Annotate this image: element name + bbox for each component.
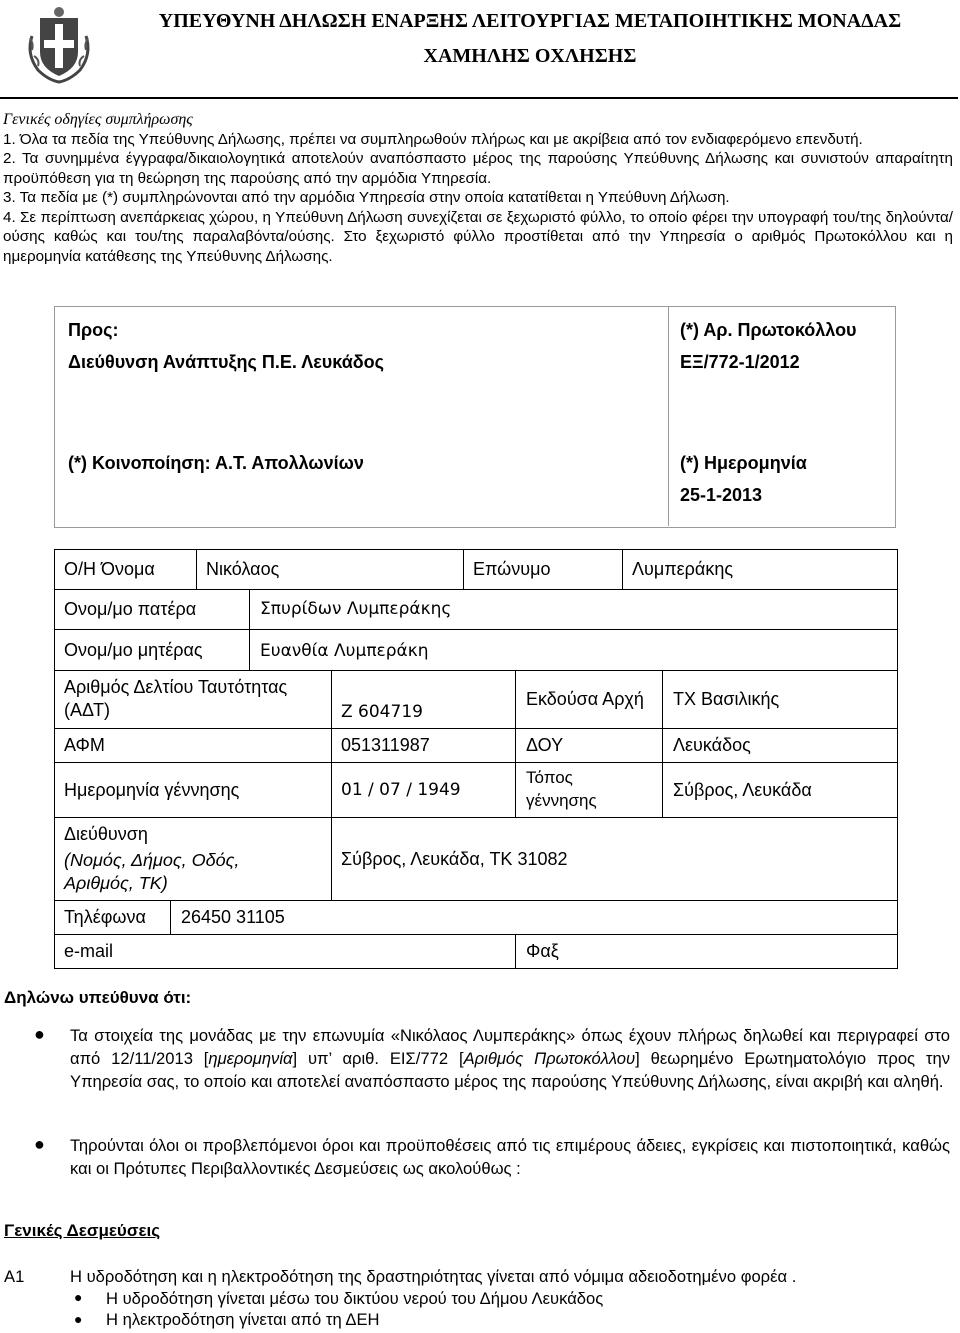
bullet-icon: ● xyxy=(34,1024,45,1044)
date-label: (*) Ημερομηνία xyxy=(680,453,807,473)
id-number-label-line1: Αριθμός Δελτίου Ταυτότητας xyxy=(64,677,288,697)
email-label: e-mail xyxy=(64,941,114,961)
date-value: 25-1-2013 xyxy=(680,485,763,505)
address-value: Σύβρος, Λευκάδα, ΤΚ 31082 xyxy=(341,849,568,869)
commitment-sub-2: Η ηλεκτροδότηση γίνεται από τη ΔΕΗ xyxy=(106,1310,380,1329)
instructions xyxy=(3,110,953,266)
declaration-bullet-2: Τηρούνται όλοι οι προβλεπόμενοι όροι και προϋποθέσεις από τις επιμέρους άδειες, εγκρίσεις και πιστοποιητικά, καθώς και οι Πρότυπες Περιβαλλοντικές Δεσμεύσεις ως ακολούθως : xyxy=(70,1136,950,1178)
instructions-heading: Γενικές οδηγίες συμπλήρωσης xyxy=(3,111,193,128)
declaration-heading: Δηλώνω υπεύθυνα ότι: xyxy=(4,988,192,1007)
greek-coat-of-arms-icon xyxy=(22,4,96,84)
bullet-icon: ● xyxy=(74,1311,83,1327)
recipient-box-divider xyxy=(668,306,669,526)
afm-label: ΑΦΜ xyxy=(64,735,105,755)
declaration-text: ] θεωρημένο Ερωτηματολόγιο προς την Υπηρεσία σας, το οποίο και αποτελεί αναπόσπαστο μέρος της παρούσης Υπεύθυνης Δήλωσης, είναι ακριβή και αληθή. xyxy=(70,1049,950,1091)
bullet-icon: ● xyxy=(74,1289,83,1305)
address-hint-line2: Αριθμός, ΤΚ) xyxy=(64,873,168,893)
father-name-label: Ονομ/μο πατέρα xyxy=(64,599,197,619)
doy-label: ΔΟΥ xyxy=(526,735,564,755)
address-label: Διεύθυνση xyxy=(64,824,148,844)
issuer-label: Εκδούσα Αρχή xyxy=(526,689,644,709)
id-number-label-line2: (ΑΔΤ) xyxy=(64,700,110,720)
header-divider xyxy=(0,97,958,99)
afm-value: 051311987 xyxy=(341,735,430,755)
instruction-item-2: 2. Τα συνημμένα έγγραφα/δικαιολογητικά αποτελούν αναπόσπαστο μέρος της παρούσης Υπεύθυνης Δήλωσης και συνιστούν απαραίτητη προϋπόθεση για τη θεώρηση της παρούσης από την αρμόδια Υπηρεσία. xyxy=(3,150,953,187)
to-value: Διεύθυνση Ανάπτυξης Π.Ε. Λευκάδος xyxy=(68,352,385,372)
surname-label: Επώνυμο xyxy=(473,559,551,579)
notify-label: (*) Κοινοποίηση: Α.Τ. Απολλωνίων xyxy=(68,453,364,473)
mother-name-label: Ονομ/μο μητέρας xyxy=(64,640,203,660)
declaration-text: Τα στοιχεία της μονάδας με την επωνυμία «Νικόλαος Λυμπεράκης» όπως έχουν πλήρως δηλωθεί και περιγραφεί στο από 12/11/2013 [ xyxy=(70,1026,950,1068)
instruction-item-1: 1. Όλα τα πεδία της Υπεύθυνης Δήλωσης, πρέπει να συμπληρωθούν πλήρως και με ακρίβεια από τον ενδιαφερόμενο επενδυτή. xyxy=(3,130,863,148)
surname-value: Λυμπεράκης xyxy=(632,559,734,579)
id-number-value: Ζ 604719 xyxy=(341,702,423,722)
name-label: Ο/Η Όνομα xyxy=(64,559,155,579)
mother-name-value: Ευανθία Λυμπεράκη xyxy=(260,641,429,661)
commitment-sub-1: Η υδροδότηση γίνεται μέσω του δικτύου νερού του Δήμου Λευκάδος xyxy=(106,1289,604,1308)
protocol-value: ΕΞ/772-1/2012 xyxy=(680,352,800,372)
document-title-line1: ΥΠΕΥΘΥΝΗ ΔΗΛΩΣΗ ΕΝΑΡΞΗΣ ΛΕΙΤΟΥΡΓΙΑΣ ΜΕΤΑΠΟΙΗΤΙΚΗΣ ΜΟΝΑΔΑΣ xyxy=(158,10,902,32)
commitment-code-a1: Α1 xyxy=(4,1267,25,1286)
fax-label: Φαξ xyxy=(526,941,559,961)
birthplace-label-line2: γέννησης xyxy=(526,791,597,810)
doy-value: Λευκάδος xyxy=(673,735,751,755)
birthdate-value: 01 / 07 / 1949 xyxy=(341,780,461,800)
document-title-line2: ΧΑΜΗΛΗΣ ΟΧΛΗΣΗΣ xyxy=(423,45,637,67)
address-hint-line1: (Νομός, Δήμος, Οδός, xyxy=(64,850,240,870)
instruction-item-3: 3. Τα πεδία με (*) συμπληρώνονται από την αρμόδια Υπηρεσία στην οποία κατατίθεται η Υπεύθυνη Δήλωση. xyxy=(3,189,730,206)
father-name-value: Σπυρίδων Λυμπεράκης xyxy=(260,599,452,619)
declaration-text-italic: Αριθμός Πρωτοκόλλου xyxy=(463,1049,636,1068)
bullet-icon: ● xyxy=(34,1134,45,1154)
birthplace-label-line1: Τόπος xyxy=(526,768,573,787)
issuer-value: ΤΧ Βασιλικής xyxy=(673,689,780,709)
form-cell xyxy=(515,934,898,969)
declaration-text-italic: ημερομηνία xyxy=(208,1049,293,1068)
birthplace-value: Σύβρος, Λευκάδα xyxy=(673,780,812,800)
protocol-label: (*) Αρ. Πρωτοκόλλου xyxy=(680,320,857,340)
declaration-bullet-1 xyxy=(70,1024,950,1093)
form-cell xyxy=(54,934,516,969)
name-value: Νικόλαος xyxy=(206,559,280,579)
phone-label: Τηλέφωνα xyxy=(64,907,146,927)
commitment-a1-text: Η υδροδότηση και η ηλεκτροδότηση της δραστηριότητας γίνεται από νόμιμα αδειοδοτημένο φορέα . xyxy=(70,1267,797,1286)
to-label: Προς: xyxy=(68,320,119,340)
instruction-item-4: 4. Σε περίπτωση ανεπάρκειας χώρου, η Υπεύθυνη Δήλωση συνεχίζεται σε ξεχωριστό φύλλο, το οποίο φέρει την υπογραφή του/της δηλούντα/ούσης καθώς και του/της παραλαβόντα/ούσης. Στο ξεχωριστό φύλλο προστίθεται από την Υπηρεσία ο αριθμός Πρωτοκόλλου και η ημερομηνία κατάθεσης της Υπεύθυνης Δήλωσης. xyxy=(3,208,953,265)
birthdate-label: Ημερομηνία γέννησης xyxy=(64,780,240,800)
phone-value: 26450 31105 xyxy=(181,907,285,927)
declaration-text: ] υπ’ αριθ. ΕΙΣ/772 [ xyxy=(292,1049,464,1068)
commitments-heading: Γενικές Δεσμεύσεις xyxy=(4,1221,161,1240)
